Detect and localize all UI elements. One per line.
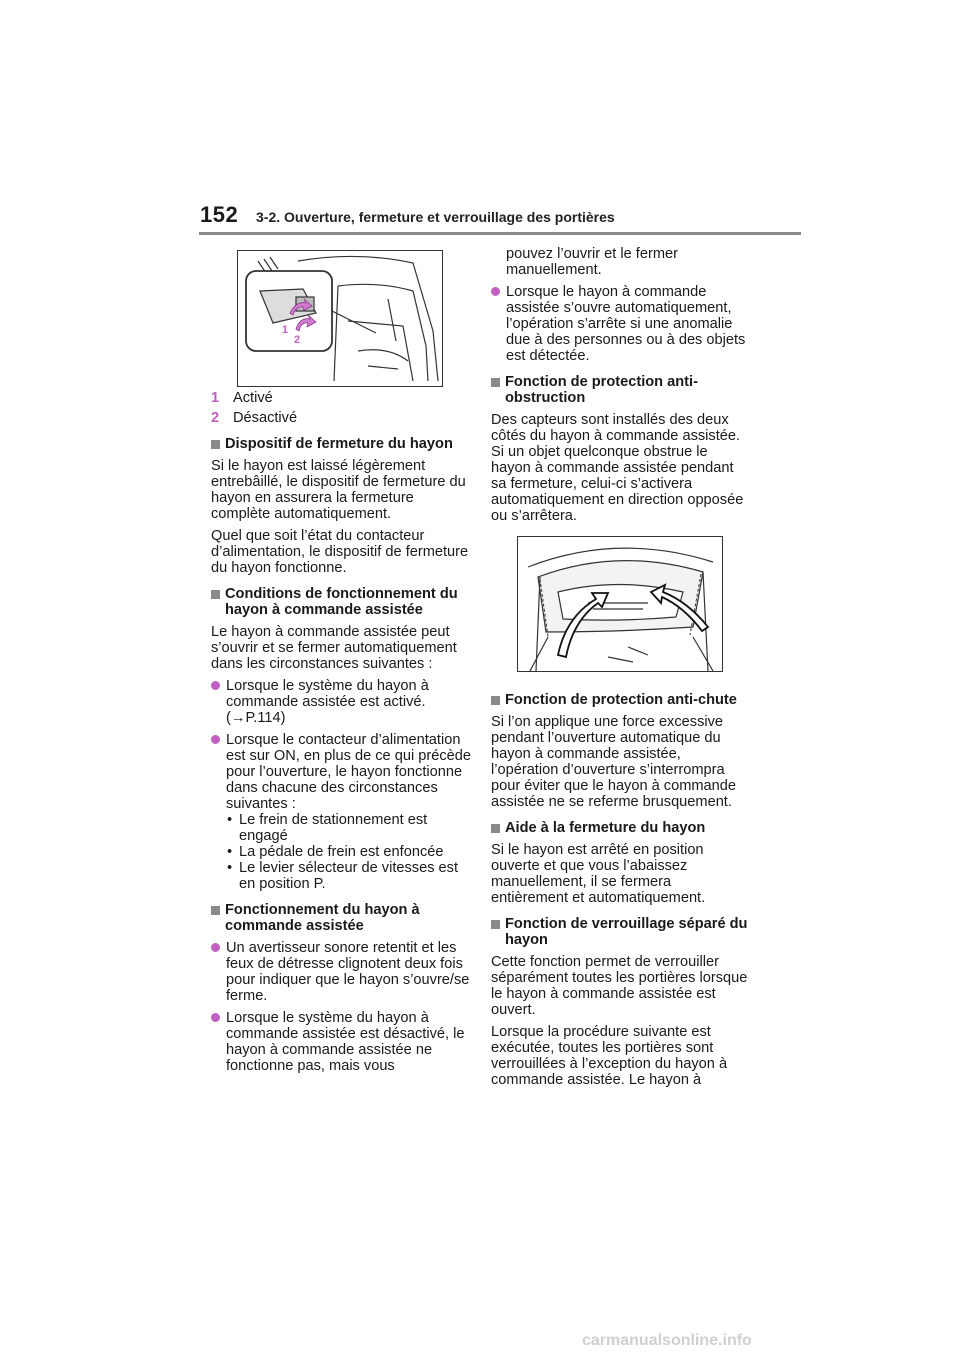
paragraph: Si le hayon est arrêté en position ouverte et que vous l’abaissez manuellement, il se fermera entièrement et automatiquement. <box>491 842 706 906</box>
bullet-item: Lorsque le hayon à commande assistée s’ouvre automatiquement, l’opération s’arrête si une anomalie due à des personnes ou à des objets est détectée. <box>491 284 751 364</box>
section-heading: Dispositif de fermeture du hayon <box>211 436 471 452</box>
section-heading: Aide à la fermeture du hayon <box>491 820 751 836</box>
callout-2: 2 <box>294 334 301 346</box>
right-column <box>491 246 751 1094</box>
legend-item-2 <box>211 410 471 426</box>
figure-spacer <box>211 246 471 390</box>
paragraph: Cette fonction permet de verrouiller séparément toutes les portières lorsque le hayon à commande assistée est ouvert. <box>491 954 748 1018</box>
paragraph: Quel que soit l’état du contacteur d’alimentation, le dispositif de fermeture du hayon fonctionne. <box>211 528 469 576</box>
section-heading: Fonction de verrouillage séparé du hayon <box>491 916 751 948</box>
section-heading: Fonction de protection anti-chute <box>491 692 751 708</box>
bullet-item: Lorsque le système du hayon à commande assistée est désactivé, le hayon à commande assistée ne fonctionne pas, mais vous <box>211 1010 471 1074</box>
section-title: 3-2. Ouverture, fermeture et verrouillage des portières <box>256 209 615 225</box>
paragraph: Si l’on applique une force excessive pendant l’ouverture automatique du hayon à commande assistée, l’opération d’ouverture s’interrompra pour éviter que le hayon à commande assistée ne se referme brusquement. <box>491 714 737 810</box>
paragraph: Le hayon à commande assistée peut s’ouvrir et se fermer automatiquement dans les circonstances suivantes : <box>211 624 457 672</box>
sub-bullet-item: • Le frein de stationnement est engagé <box>211 812 471 844</box>
left-column <box>211 246 471 1080</box>
sub-bullet-item: • La pédale de frein est enfoncée <box>211 844 471 860</box>
page-number: 152 <box>200 202 239 227</box>
bullet-item: Lorsque le système du hayon à commande assistée est activé. (→P.114) <box>211 678 471 726</box>
watermark: carmanualsonline.info <box>582 1332 752 1349</box>
legend-item-1 <box>211 390 471 406</box>
section-heading: Conditions de fonctionnement du hayon à commande assistée <box>211 586 471 618</box>
bullet-item: Lorsque le contacteur d’alimentation est sur ON, en plus de ce qui précède pour l’ouverture, le hayon fonctionne dans chacune des circonstances suivantes : <box>211 732 471 812</box>
legend-number: 2 <box>211 410 220 426</box>
bullet-item: Un avertisseur sonore retentit et les feux de détresse clignotent deux fois pour indiquer que le hayon s’ouvre/se ferme. <box>211 940 471 1004</box>
paragraph: Si le hayon est laissé légèrement entrebâillé, le dispositif de fermeture du hayon en assurera la fermeture complète automatiquement. <box>211 458 466 522</box>
sub-bullet-item: • Le levier sélecteur de vitesses est en position P. <box>211 860 471 892</box>
paragraph: Lorsque la procédure suivante est exécutée, toutes les portières sont verrouillées à l’exception du hayon à commande assistée. Le hayon à <box>491 1024 728 1088</box>
legend-label: Désactivé <box>233 410 298 426</box>
callout-1: 1 <box>282 324 289 336</box>
legend-number: 1 <box>211 390 220 406</box>
paragraph-continued: pouvez l’ouvrir et le fermer manuellement. <box>506 246 678 278</box>
paragraph: Des capteurs sont installés des deux côtés du hayon à commande assistée. Si un objet quelconque obstrue le hayon à commande assistée pendant sa fermeture, celui-ci s’activera automatiquement en direction opposée ou s’arrêtera. <box>491 412 744 524</box>
section-heading: Fonction de protection anti-obstruction <box>491 374 751 406</box>
header-rule <box>199 232 801 235</box>
figure-spacer <box>491 530 751 682</box>
legend-label: Activé <box>233 390 273 406</box>
section-heading: Fonctionnement du hayon à commande assistée <box>211 902 471 934</box>
